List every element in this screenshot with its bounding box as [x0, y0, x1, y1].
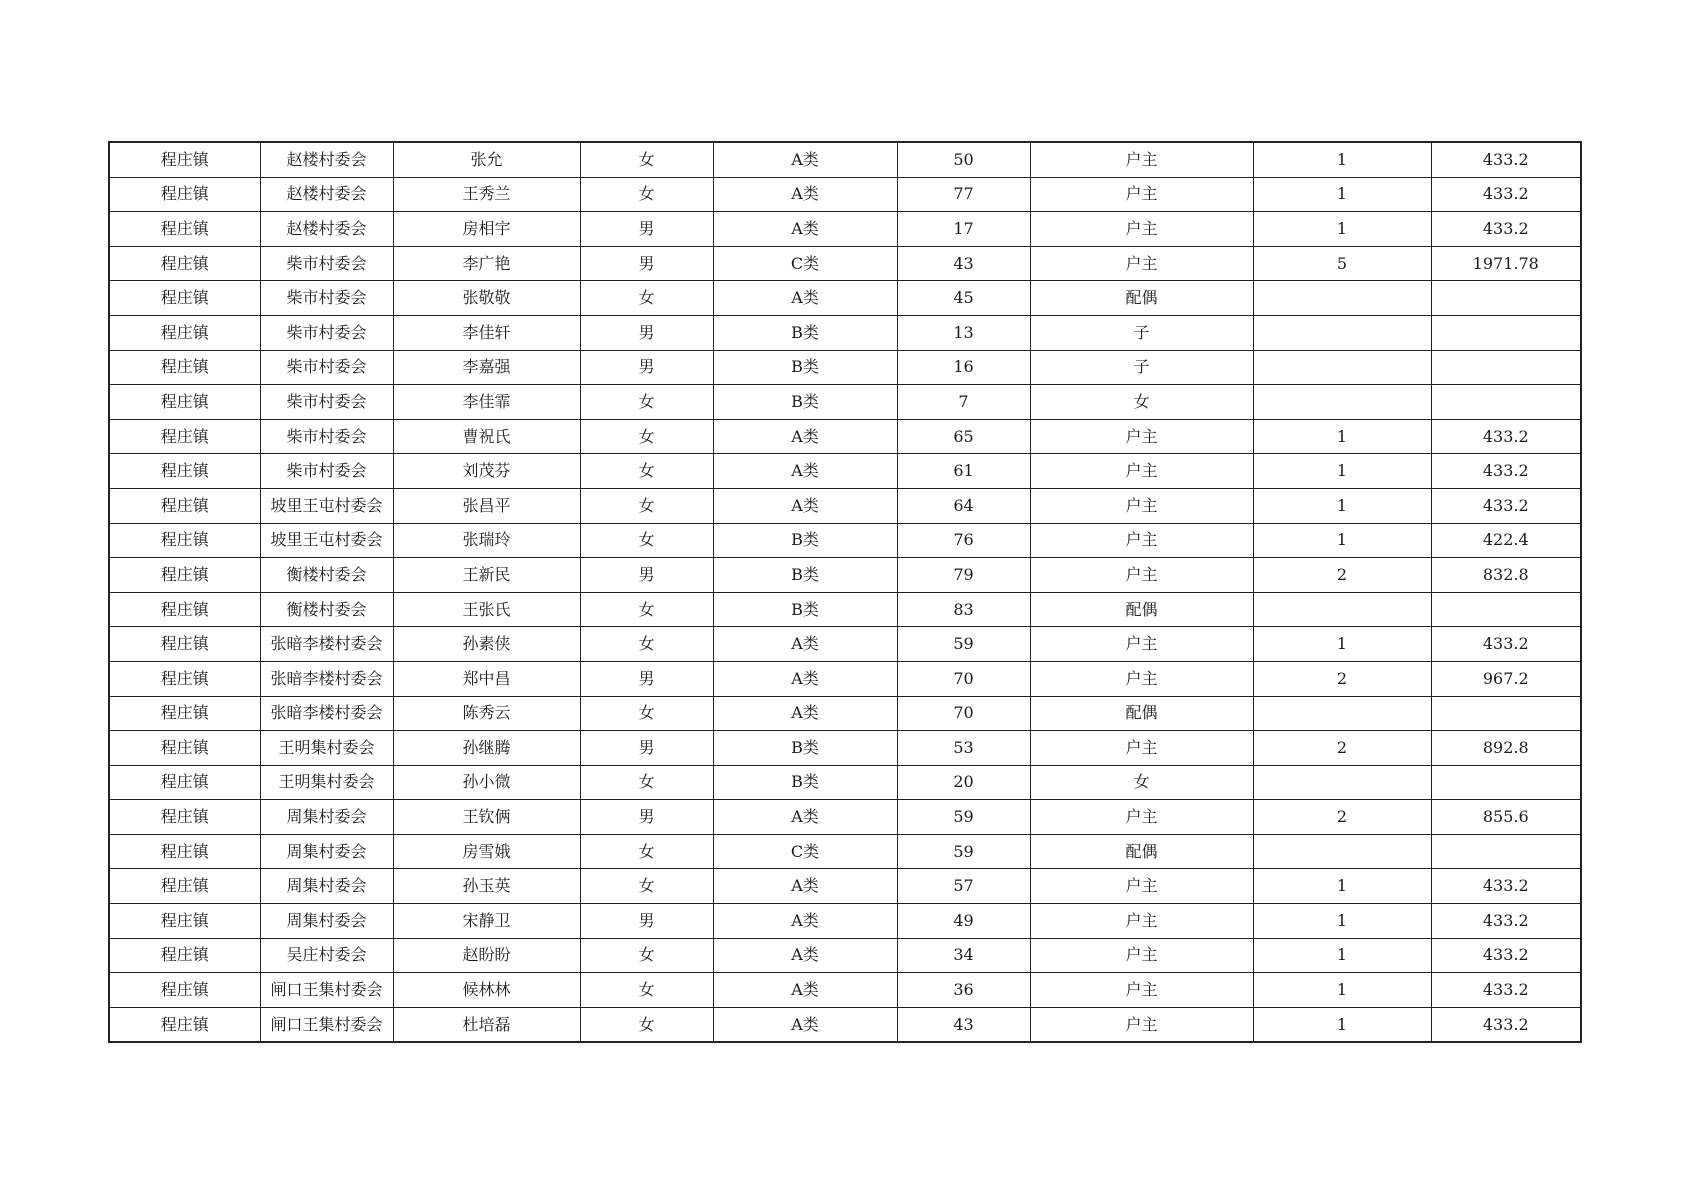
gender-cell: 女	[580, 177, 713, 212]
table-row	[109, 973, 1581, 1008]
table-row	[109, 350, 1581, 385]
amount-cell: 433.2	[1431, 142, 1581, 177]
category-cell: B类	[713, 765, 897, 800]
household-size-cell: 1	[1253, 177, 1431, 212]
gender-cell: 女	[580, 696, 713, 731]
village-committee-cell: 坡里王屯村委会	[260, 523, 393, 558]
age-cell: 70	[897, 696, 1030, 731]
gender-cell: 女	[580, 281, 713, 316]
category-cell: A类	[713, 869, 897, 904]
household-size-cell: 1	[1253, 488, 1431, 523]
village-committee-cell: 周集村委会	[260, 904, 393, 939]
town-cell: 程庄镇	[109, 246, 260, 281]
relation-cell: 户主	[1030, 627, 1253, 662]
town-cell: 程庄镇	[109, 142, 260, 177]
age-cell: 83	[897, 592, 1030, 627]
household-size-cell: 2	[1253, 800, 1431, 835]
table-row	[109, 834, 1581, 869]
category-cell: A类	[713, 696, 897, 731]
town-cell: 程庄镇	[109, 212, 260, 247]
village-committee-cell: 闸口王集村委会	[260, 973, 393, 1008]
amount-cell: 433.2	[1431, 1007, 1581, 1042]
name-cell: 曹祝氏	[393, 419, 580, 454]
name-cell: 王秀兰	[393, 177, 580, 212]
age-cell: 7	[897, 385, 1030, 420]
village-committee-cell: 坡里王屯村委会	[260, 488, 393, 523]
gender-cell: 女	[580, 1007, 713, 1042]
village-committee-cell: 周集村委会	[260, 800, 393, 835]
table-row	[109, 592, 1581, 627]
name-cell: 李佳轩	[393, 315, 580, 350]
category-cell: B类	[713, 731, 897, 766]
town-cell: 程庄镇	[109, 281, 260, 316]
category-cell: B类	[713, 315, 897, 350]
household-size-cell: 1	[1253, 419, 1431, 454]
name-cell: 孙小微	[393, 765, 580, 800]
village-committee-cell: 闸口王集村委会	[260, 1007, 393, 1042]
gender-cell: 男	[580, 558, 713, 593]
name-cell: 孙继腾	[393, 731, 580, 766]
name-cell: 候林林	[393, 973, 580, 1008]
household-size-cell: 1	[1253, 938, 1431, 973]
name-cell: 孙玉英	[393, 869, 580, 904]
category-cell: A类	[713, 177, 897, 212]
amount-cell	[1431, 350, 1581, 385]
amount-cell	[1431, 315, 1581, 350]
table-row	[109, 800, 1581, 835]
relation-cell: 配偶	[1030, 592, 1253, 627]
relation-cell: 户主	[1030, 1007, 1253, 1042]
name-cell: 房相宇	[393, 212, 580, 247]
relation-cell: 户主	[1030, 419, 1253, 454]
town-cell: 程庄镇	[109, 592, 260, 627]
name-cell: 郑中昌	[393, 661, 580, 696]
village-committee-cell: 柴市村委会	[260, 385, 393, 420]
table-row	[109, 177, 1581, 212]
town-cell: 程庄镇	[109, 627, 260, 662]
town-cell: 程庄镇	[109, 558, 260, 593]
age-cell: 61	[897, 454, 1030, 489]
gender-cell: 女	[580, 523, 713, 558]
town-cell: 程庄镇	[109, 973, 260, 1008]
household-size-cell: 1	[1253, 904, 1431, 939]
table-row	[109, 627, 1581, 662]
gender-cell: 女	[580, 385, 713, 420]
amount-cell	[1431, 765, 1581, 800]
age-cell: 16	[897, 350, 1030, 385]
gender-cell: 男	[580, 904, 713, 939]
roster-table-body	[109, 142, 1581, 1042]
village-committee-cell: 柴市村委会	[260, 350, 393, 385]
household-size-cell: 1	[1253, 523, 1431, 558]
village-committee-cell: 衡楼村委会	[260, 558, 393, 593]
gender-cell: 女	[580, 973, 713, 1008]
gender-cell: 男	[580, 800, 713, 835]
household-size-cell: 2	[1253, 731, 1431, 766]
gender-cell: 男	[580, 315, 713, 350]
gender-cell: 男	[580, 246, 713, 281]
town-cell: 程庄镇	[109, 315, 260, 350]
age-cell: 20	[897, 765, 1030, 800]
name-cell: 张瑞玲	[393, 523, 580, 558]
table-row	[109, 385, 1581, 420]
name-cell: 刘茂芬	[393, 454, 580, 489]
name-cell: 李嘉强	[393, 350, 580, 385]
category-cell: B类	[713, 592, 897, 627]
amount-cell: 967.2	[1431, 661, 1581, 696]
town-cell: 程庄镇	[109, 177, 260, 212]
village-committee-cell: 柴市村委会	[260, 246, 393, 281]
age-cell: 49	[897, 904, 1030, 939]
age-cell: 59	[897, 627, 1030, 662]
relation-cell: 配偶	[1030, 834, 1253, 869]
category-cell: A类	[713, 627, 897, 662]
table-row	[109, 938, 1581, 973]
age-cell: 17	[897, 212, 1030, 247]
amount-cell: 433.2	[1431, 488, 1581, 523]
town-cell: 程庄镇	[109, 731, 260, 766]
relation-cell: 户主	[1030, 454, 1253, 489]
household-size-cell	[1253, 385, 1431, 420]
relation-cell: 户主	[1030, 731, 1253, 766]
age-cell: 53	[897, 731, 1030, 766]
name-cell: 陈秀云	[393, 696, 580, 731]
category-cell: B类	[713, 350, 897, 385]
town-cell: 程庄镇	[109, 800, 260, 835]
category-cell: A类	[713, 661, 897, 696]
category-cell: A类	[713, 1007, 897, 1042]
name-cell: 王新民	[393, 558, 580, 593]
age-cell: 43	[897, 1007, 1030, 1042]
town-cell: 程庄镇	[109, 834, 260, 869]
relation-cell: 户主	[1030, 177, 1253, 212]
relation-cell: 户主	[1030, 212, 1253, 247]
household-size-cell: 1	[1253, 212, 1431, 247]
household-size-cell	[1253, 592, 1431, 627]
household-size-cell: 1	[1253, 1007, 1431, 1042]
name-cell: 孙素侠	[393, 627, 580, 662]
amount-cell: 433.2	[1431, 419, 1581, 454]
table-row	[109, 869, 1581, 904]
name-cell: 张允	[393, 142, 580, 177]
age-cell: 36	[897, 973, 1030, 1008]
age-cell: 77	[897, 177, 1030, 212]
amount-cell: 433.2	[1431, 904, 1581, 939]
category-cell: B类	[713, 385, 897, 420]
household-size-cell	[1253, 350, 1431, 385]
category-cell: A类	[713, 454, 897, 489]
gender-cell: 男	[580, 350, 713, 385]
relation-cell: 户主	[1030, 558, 1253, 593]
town-cell: 程庄镇	[109, 661, 260, 696]
household-size-cell: 2	[1253, 661, 1431, 696]
table-row	[109, 558, 1581, 593]
village-committee-cell: 柴市村委会	[260, 419, 393, 454]
table-row	[109, 246, 1581, 281]
table-row	[109, 454, 1581, 489]
name-cell: 张昌平	[393, 488, 580, 523]
name-cell: 杜培磊	[393, 1007, 580, 1042]
amount-cell	[1431, 696, 1581, 731]
household-size-cell	[1253, 281, 1431, 316]
town-cell: 程庄镇	[109, 350, 260, 385]
village-committee-cell: 柴市村委会	[260, 454, 393, 489]
category-cell: C类	[713, 246, 897, 281]
name-cell: 王钦俩	[393, 800, 580, 835]
village-committee-cell: 柴市村委会	[260, 281, 393, 316]
age-cell: 34	[897, 938, 1030, 973]
relation-cell: 子	[1030, 350, 1253, 385]
table-row	[109, 1007, 1581, 1042]
relation-cell: 户主	[1030, 523, 1253, 558]
table-row	[109, 661, 1581, 696]
town-cell: 程庄镇	[109, 454, 260, 489]
village-committee-cell: 赵楼村委会	[260, 177, 393, 212]
category-cell: A类	[713, 212, 897, 247]
roster-table	[108, 141, 1582, 1043]
village-committee-cell: 赵楼村委会	[260, 212, 393, 247]
household-size-cell: 1	[1253, 869, 1431, 904]
village-committee-cell: 吴庄村委会	[260, 938, 393, 973]
town-cell: 程庄镇	[109, 488, 260, 523]
relation-cell: 户主	[1030, 488, 1253, 523]
town-cell: 程庄镇	[109, 938, 260, 973]
gender-cell: 女	[580, 419, 713, 454]
table-row	[109, 731, 1581, 766]
category-cell: A类	[713, 800, 897, 835]
category-cell: A类	[713, 488, 897, 523]
amount-cell: 892.8	[1431, 731, 1581, 766]
category-cell: A类	[713, 419, 897, 454]
gender-cell: 女	[580, 765, 713, 800]
table-row	[109, 523, 1581, 558]
relation-cell: 配偶	[1030, 281, 1253, 316]
age-cell: 70	[897, 661, 1030, 696]
name-cell: 宋静卫	[393, 904, 580, 939]
name-cell: 房雪娥	[393, 834, 580, 869]
household-size-cell: 5	[1253, 246, 1431, 281]
village-committee-cell: 周集村委会	[260, 834, 393, 869]
amount-cell	[1431, 385, 1581, 420]
table-row	[109, 212, 1581, 247]
amount-cell: 422.4	[1431, 523, 1581, 558]
gender-cell: 女	[580, 592, 713, 627]
household-size-cell	[1253, 834, 1431, 869]
village-committee-cell: 衡楼村委会	[260, 592, 393, 627]
household-size-cell: 1	[1253, 454, 1431, 489]
relation-cell: 户主	[1030, 142, 1253, 177]
name-cell: 王张氏	[393, 592, 580, 627]
relation-cell: 子	[1030, 315, 1253, 350]
age-cell: 43	[897, 246, 1030, 281]
amount-cell: 1971.78	[1431, 246, 1581, 281]
village-committee-cell: 赵楼村委会	[260, 142, 393, 177]
household-size-cell: 1	[1253, 973, 1431, 1008]
household-size-cell: 1	[1253, 142, 1431, 177]
village-committee-cell: 王明集村委会	[260, 731, 393, 766]
age-cell: 76	[897, 523, 1030, 558]
household-size-cell	[1253, 696, 1431, 731]
category-cell: C类	[713, 834, 897, 869]
category-cell: A类	[713, 938, 897, 973]
category-cell: A类	[713, 281, 897, 316]
age-cell: 65	[897, 419, 1030, 454]
town-cell: 程庄镇	[109, 696, 260, 731]
gender-cell: 男	[580, 731, 713, 766]
town-cell: 程庄镇	[109, 904, 260, 939]
relation-cell: 户主	[1030, 904, 1253, 939]
gender-cell: 男	[580, 661, 713, 696]
amount-cell	[1431, 281, 1581, 316]
table-row	[109, 696, 1581, 731]
name-cell: 赵盼盼	[393, 938, 580, 973]
amount-cell: 433.2	[1431, 973, 1581, 1008]
age-cell: 59	[897, 834, 1030, 869]
relation-cell: 户主	[1030, 800, 1253, 835]
village-committee-cell: 王明集村委会	[260, 765, 393, 800]
category-cell: A类	[713, 973, 897, 1008]
relation-cell: 户主	[1030, 661, 1253, 696]
village-committee-cell: 张暗李楼村委会	[260, 661, 393, 696]
name-cell: 李广艳	[393, 246, 580, 281]
amount-cell: 433.2	[1431, 212, 1581, 247]
village-committee-cell: 周集村委会	[260, 869, 393, 904]
category-cell: B类	[713, 558, 897, 593]
gender-cell: 女	[580, 834, 713, 869]
age-cell: 45	[897, 281, 1030, 316]
town-cell: 程庄镇	[109, 523, 260, 558]
village-committee-cell: 柴市村委会	[260, 315, 393, 350]
age-cell: 79	[897, 558, 1030, 593]
category-cell: A类	[713, 904, 897, 939]
household-size-cell	[1253, 315, 1431, 350]
amount-cell: 433.2	[1431, 177, 1581, 212]
amount-cell: 433.2	[1431, 454, 1581, 489]
relation-cell: 女	[1030, 765, 1253, 800]
gender-cell: 女	[580, 488, 713, 523]
age-cell: 64	[897, 488, 1030, 523]
town-cell: 程庄镇	[109, 869, 260, 904]
household-size-cell: 1	[1253, 627, 1431, 662]
category-cell: A类	[713, 142, 897, 177]
amount-cell	[1431, 834, 1581, 869]
gender-cell: 女	[580, 142, 713, 177]
village-committee-cell: 张暗李楼村委会	[260, 696, 393, 731]
age-cell: 13	[897, 315, 1030, 350]
gender-cell: 女	[580, 869, 713, 904]
town-cell: 程庄镇	[109, 385, 260, 420]
age-cell: 57	[897, 869, 1030, 904]
table-row	[109, 281, 1581, 316]
amount-cell	[1431, 592, 1581, 627]
relation-cell: 户主	[1030, 973, 1253, 1008]
gender-cell: 男	[580, 212, 713, 247]
amount-cell: 832.8	[1431, 558, 1581, 593]
gender-cell: 女	[580, 938, 713, 973]
name-cell: 张敬敬	[393, 281, 580, 316]
town-cell: 程庄镇	[109, 765, 260, 800]
household-size-cell	[1253, 765, 1431, 800]
relation-cell: 户主	[1030, 869, 1253, 904]
amount-cell: 433.2	[1431, 869, 1581, 904]
relation-cell: 女	[1030, 385, 1253, 420]
amount-cell: 855.6	[1431, 800, 1581, 835]
table-row	[109, 315, 1581, 350]
relation-cell: 户主	[1030, 938, 1253, 973]
village-committee-cell: 张暗李楼村委会	[260, 627, 393, 662]
relation-cell: 户主	[1030, 246, 1253, 281]
table-row	[109, 419, 1581, 454]
age-cell: 50	[897, 142, 1030, 177]
category-cell: B类	[713, 523, 897, 558]
name-cell: 李佳霏	[393, 385, 580, 420]
gender-cell: 女	[580, 454, 713, 489]
relation-cell: 配偶	[1030, 696, 1253, 731]
gender-cell: 女	[580, 627, 713, 662]
age-cell: 59	[897, 800, 1030, 835]
amount-cell: 433.2	[1431, 938, 1581, 973]
table-row	[109, 142, 1581, 177]
table-row	[109, 904, 1581, 939]
table-row	[109, 488, 1581, 523]
amount-cell: 433.2	[1431, 627, 1581, 662]
town-cell: 程庄镇	[109, 419, 260, 454]
town-cell: 程庄镇	[109, 1007, 260, 1042]
table-row	[109, 765, 1581, 800]
household-size-cell: 2	[1253, 558, 1431, 593]
